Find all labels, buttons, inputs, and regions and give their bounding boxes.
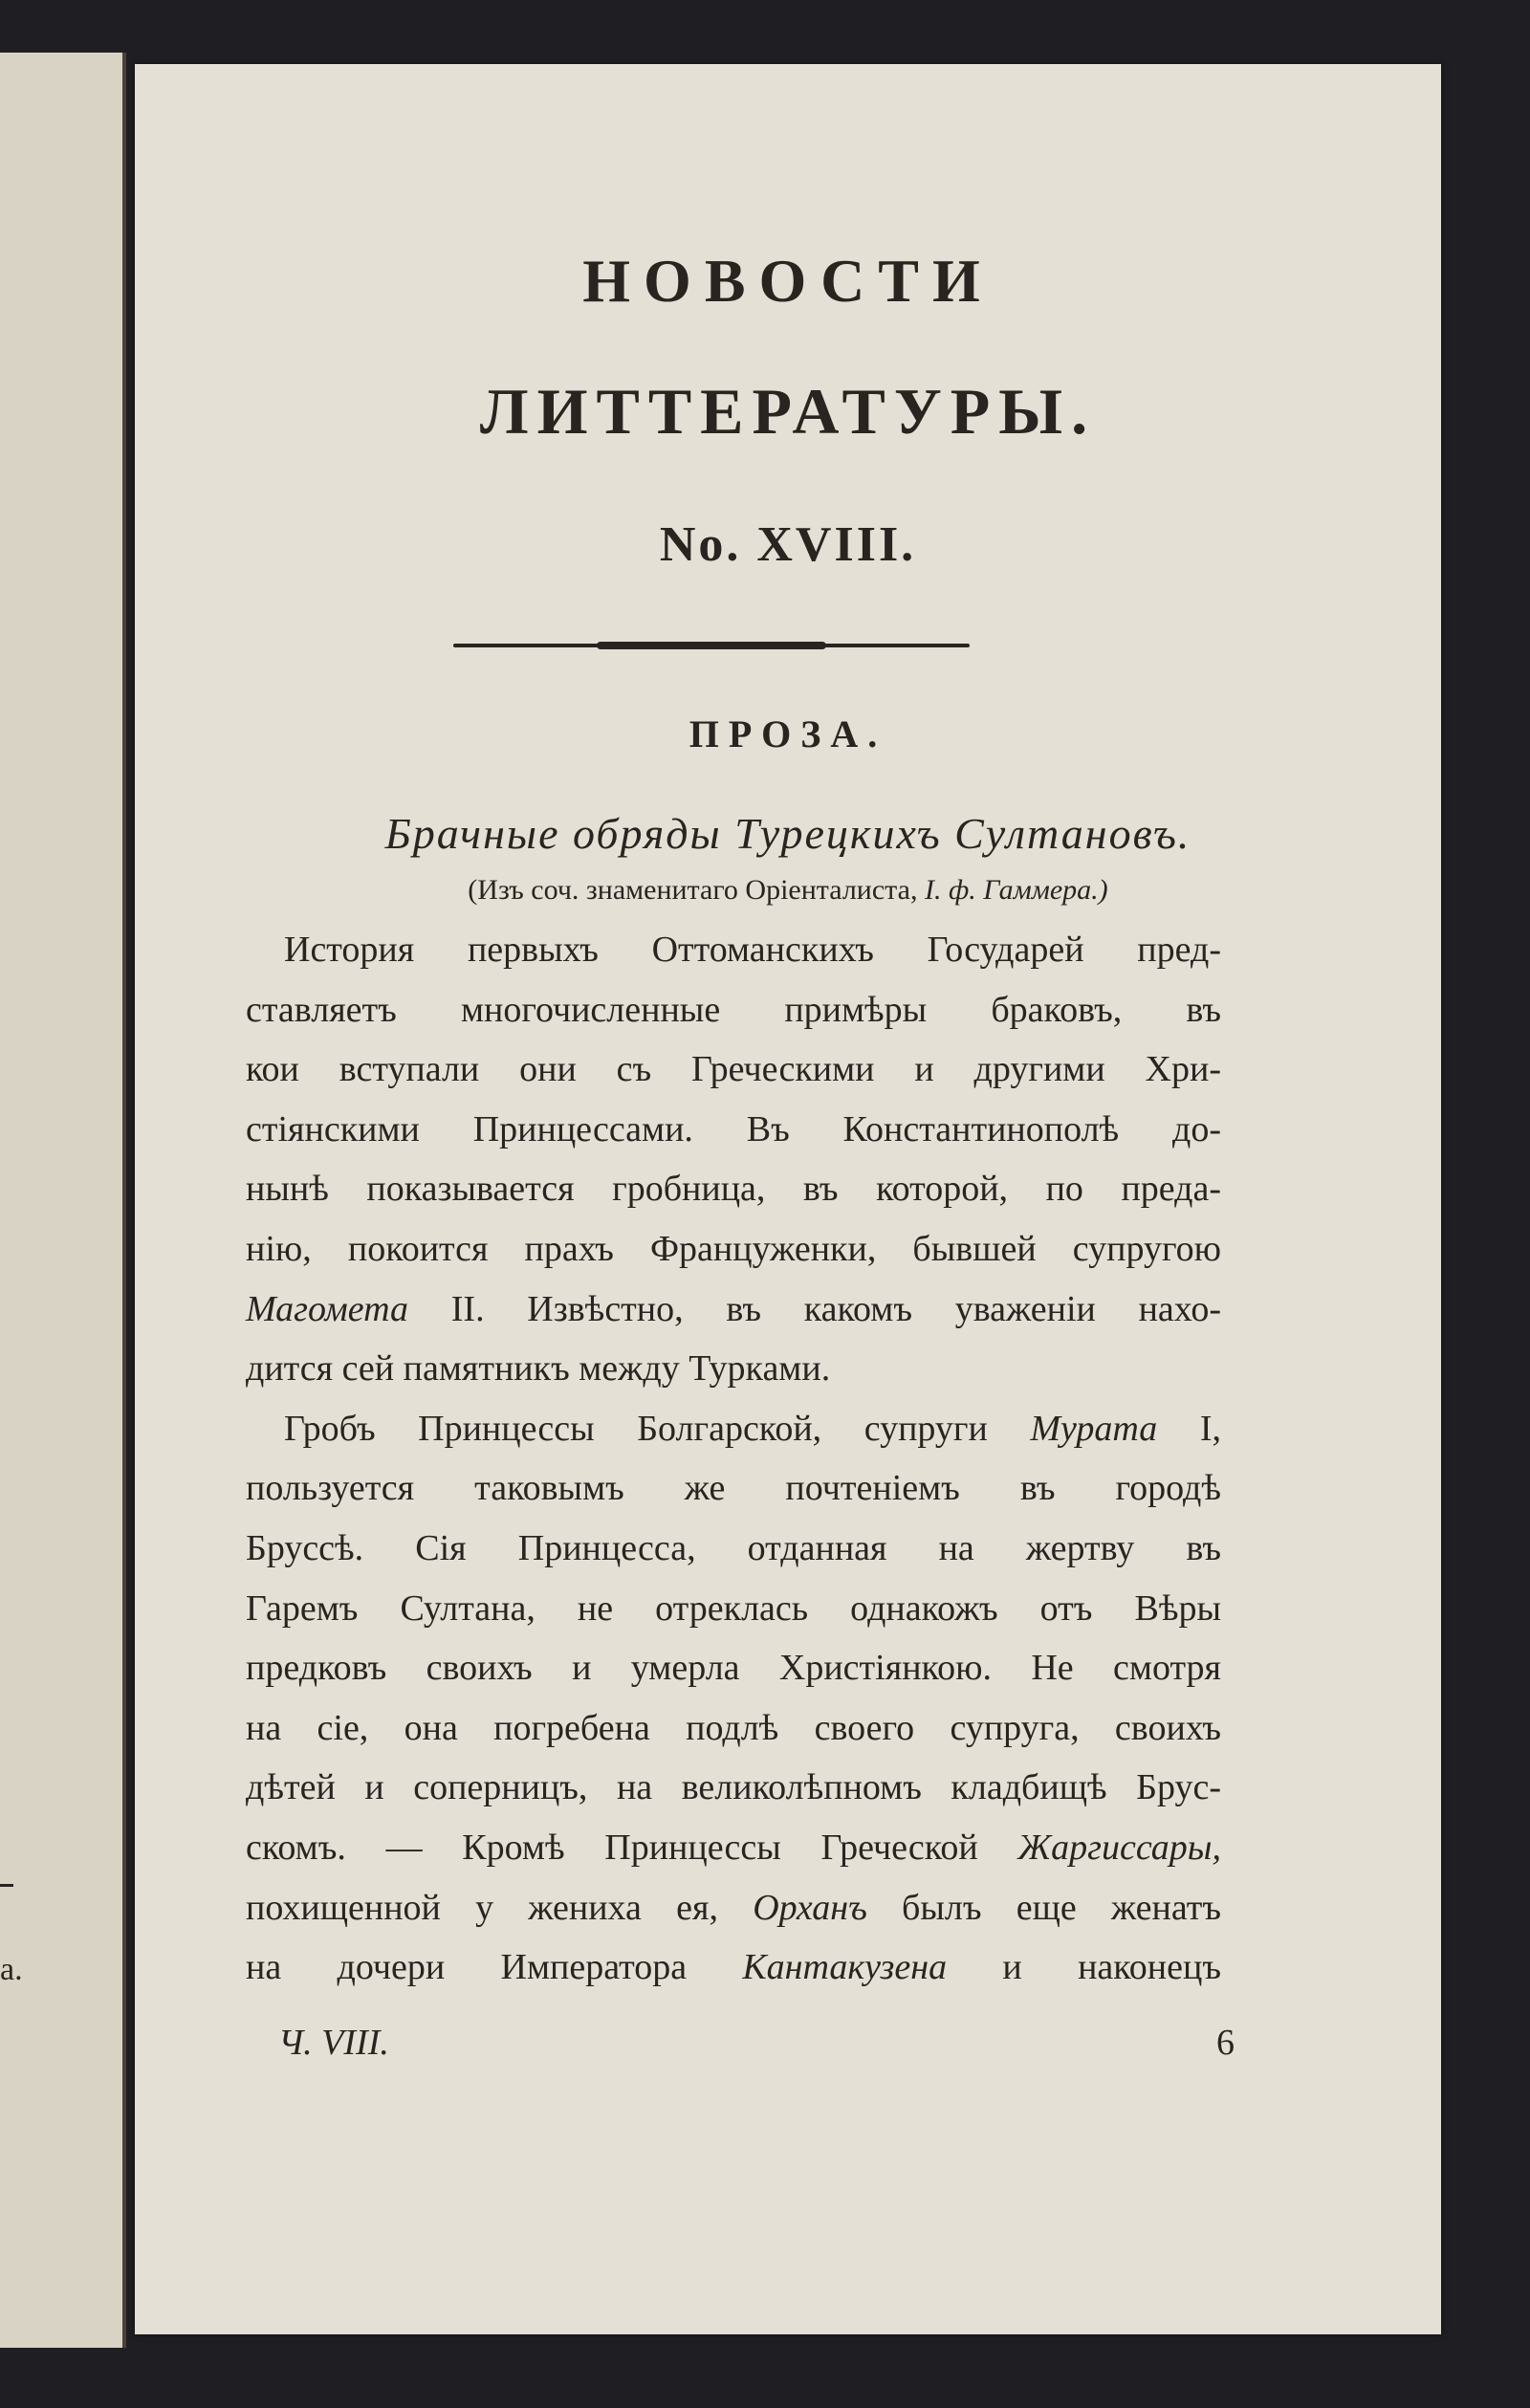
text-segment: дится сей памятникъ между Турками. (246, 1348, 831, 1390)
text-line (246, 1339, 1221, 1399)
text-line (246, 1159, 1221, 1219)
source-prefix: (Изъ соч. знаменитаго Оріенталиста, (468, 874, 918, 906)
italic-name: Жаргиссары, (1017, 1827, 1221, 1868)
left-page-mark (0, 1884, 13, 1887)
italic-name: Магомета (246, 1288, 409, 1329)
text-line (246, 1878, 1221, 1938)
page-number: 6 (1216, 2023, 1235, 2063)
text-segment: похищенной у жениха ея, (246, 1887, 754, 1928)
text-line (246, 1219, 1221, 1280)
text-segment: Гробъ Принцессы Болгарской, супруги (284, 1408, 1031, 1449)
signature-mark: Ч. VIII. (278, 2023, 389, 2063)
text-segment: ставляетъ многочисленные примѣры браковъ, въ (246, 989, 1221, 1030)
text-line (246, 1937, 1221, 1998)
text-line (246, 1280, 1221, 1340)
text-line (246, 1519, 1221, 1579)
text-segment: кои вступали они съ Греческими и другими Хри- (246, 1049, 1221, 1090)
text-line (246, 1818, 1221, 1878)
text-line (246, 920, 1221, 980)
text-line (246, 980, 1221, 1040)
title-line-1: НОВОСТИ (582, 247, 994, 315)
text-line (246, 1698, 1221, 1759)
decorative-rule (453, 644, 970, 647)
book-page (135, 64, 1441, 2334)
source-author: I. ф. Гаммера.) (924, 874, 1108, 906)
left-page-edge (0, 53, 126, 2348)
text-line (246, 1100, 1221, 1160)
article-source (135, 873, 1441, 908)
text-segment: дѣтей и соперницъ, на великолѣпномъ кладбищѣ Брус- (246, 1767, 1221, 1808)
text-segment: на дочери Императора (246, 1947, 743, 1988)
text-segment: нію, покоится прахъ Француженки, бывшей супругою (246, 1228, 1221, 1269)
text-line (246, 1040, 1221, 1100)
left-page-fragment: а. (0, 1952, 23, 1987)
text-line (246, 1638, 1221, 1698)
text-segment: История первыхъ Оттоманскихъ Государей пред- (284, 930, 1221, 970)
text-segment: на сіе, она погребена подлѣ своего супруга, своихъ (246, 1707, 1221, 1748)
article-body (246, 920, 1221, 1998)
text-line (246, 1399, 1221, 1459)
issue-number: No. XVIII. (659, 517, 917, 572)
italic-name: Кантакузена (742, 1947, 948, 1988)
text-segment: предковъ своихъ и умерла Христіянкою. Не смотря (246, 1648, 1221, 1689)
text-segment: пользуется таковымъ же почтеніемъ въ городѣ (246, 1468, 1221, 1509)
text-segment: Гаремъ Султана, не отреклась однакожъ отъ Вѣры (246, 1587, 1221, 1629)
text-segment: скомъ. — Кромѣ Принцессы Греческой (246, 1827, 1018, 1868)
article-title: Брачные обряды Турецкихъ Султановъ. (384, 809, 1191, 858)
text-line (246, 1458, 1221, 1519)
text-segment: стіянскими Принцессами. Въ Константинополѣ до- (246, 1108, 1221, 1149)
text-segment: нынѣ показывается гробница, въ которой, по преда- (246, 1169, 1221, 1210)
italic-name: Мурата (1030, 1408, 1158, 1449)
text-segment: Бруссѣ. Сія Принцесса, отданная на жертву въ (246, 1527, 1221, 1568)
title-line-2: ЛИТТЕРАТУРЫ. (479, 375, 1097, 448)
page-footer (278, 2020, 1235, 2066)
text-line (246, 1758, 1221, 1818)
italic-name: Орханъ (753, 1887, 867, 1928)
text-segment: былъ еще женатъ (866, 1887, 1221, 1928)
section-heading: ПРОЗА. (688, 712, 887, 755)
text-segment: I, (1157, 1408, 1222, 1449)
text-segment: и наконецъ (947, 1947, 1221, 1988)
text-segment: II. Извѣстно, въ какомъ уваженіи нахо- (408, 1288, 1221, 1329)
text-line (246, 1579, 1221, 1639)
